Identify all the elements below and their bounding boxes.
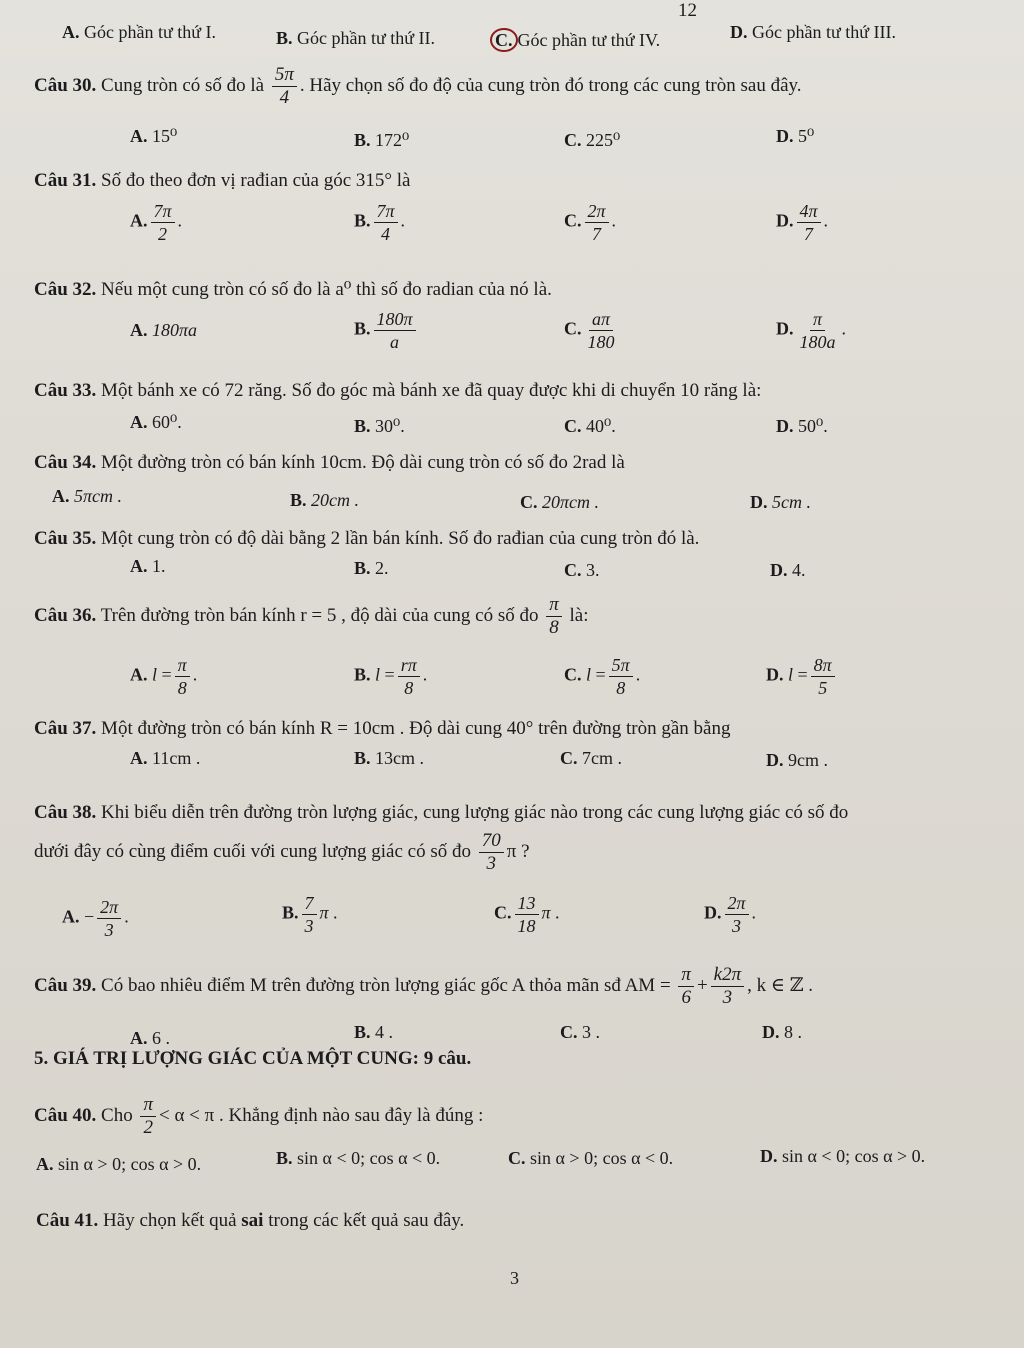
question-39: Câu 39. Có bao nhiêu điểm M trên đường tròn lượng giác gốc A thỏa mãn sđ AM = $\frac{\pi}{6}$ + $\frac{k2\pi}{3}$ , k ∈ ℤ . bbox=[34, 964, 814, 1008]
q30-option-a: A. 15⁰ bbox=[130, 126, 178, 146]
q40-option-d: D. sin α < 0; cos α > 0. bbox=[760, 1146, 926, 1166]
q33-option-c: C. 40⁰. bbox=[564, 416, 616, 436]
question-40: Câu 40. Cho $\frac{\pi}{2}$ < α < π . Khẳng định nào sau đây là đúng : bbox=[34, 1094, 484, 1138]
q33-option-b: B. 30⁰. bbox=[354, 416, 405, 436]
q40-option-a: A. sin α > 0; cos α > 0. bbox=[36, 1154, 202, 1174]
q31-option-d: D. $\frac{4\pi}{7}$ . bbox=[776, 201, 829, 244]
q35-option-b: B. 2. bbox=[354, 558, 389, 578]
q29-option-d: D. Góc phần tư thứ III. bbox=[730, 22, 896, 42]
question-33: Câu 33. Một bánh xe có 72 răng. Số đo góc mà bánh xe đã quay được khi di chuyển 10 răng là: bbox=[34, 380, 762, 401]
q37-option-c: C. 7cm . bbox=[560, 748, 622, 768]
q39-option-c: C. 3 . bbox=[560, 1022, 600, 1042]
q38-option-b: B. $\frac{7}{3}$ π . bbox=[282, 893, 338, 936]
page-top-number: 12 bbox=[678, 0, 697, 21]
q31-option-a: A. $\frac{7\pi}{2}$ . bbox=[130, 201, 183, 244]
q34-option-c: C. 20πcm . bbox=[520, 492, 600, 512]
q38-option-c: C. $\frac{13}{18}$ π . bbox=[494, 893, 560, 936]
q39-option-d: D. 8 . bbox=[762, 1022, 802, 1042]
q33-option-a: A. 60⁰. bbox=[130, 412, 182, 432]
q35-option-c: C. 3. bbox=[564, 560, 600, 580]
q37-option-a: A. 11cm . bbox=[130, 748, 201, 768]
q30-option-b: B. 172⁰ bbox=[354, 130, 410, 150]
q29-option-c: C. Góc phần tư thứ IV. bbox=[490, 28, 660, 52]
q36-option-c: C. l = $\frac{5\pi}{8}$ . bbox=[564, 655, 641, 698]
question-37: Câu 37. Một đường tròn có bán kính R = 10cm . Độ dài cung 40° trên đường tròn gần bằng bbox=[34, 718, 731, 739]
q37-option-b: B. 13cm . bbox=[354, 748, 425, 768]
q29-option-a: A. Góc phần tư thứ I. bbox=[62, 22, 216, 42]
q40-option-b: B. sin α < 0; cos α < 0. bbox=[276, 1148, 441, 1168]
q32-option-b: B. $\frac{180\pi}{a}$ bbox=[354, 308, 419, 353]
q31-option-c: C. $\frac{2\pi}{7}$ . bbox=[564, 201, 617, 244]
q32-option-a: A. 180πa bbox=[130, 320, 198, 340]
q34-option-b: B. 20cm . bbox=[290, 490, 360, 510]
q36-option-a: A. l = $\frac{\pi}{8}$ . bbox=[130, 655, 198, 698]
question-38: Câu 38. Khi biểu diễn trên đường tròn lượng giác, cung lượng giác nào trong các cung lượng giác có số đo bbox=[34, 802, 849, 823]
q36-option-d: D. l = $\frac{8\pi}{5}$ bbox=[766, 654, 838, 699]
q34-option-d: D. 5cm . bbox=[750, 492, 811, 512]
question-36: Câu 36. Trên đường tròn bán kính r = 5 , độ dài của cung có số đo $\frac{\pi}{8}$ là: bbox=[34, 594, 589, 638]
q32-option-c: C. $\frac{a\pi}{180}$ bbox=[564, 309, 615, 352]
q34-option-a: A. 5πcm . bbox=[52, 486, 123, 506]
q36-option-b: B. l = $\frac{r\pi}{8}$ . bbox=[354, 655, 428, 698]
question-41: Câu 41. Hãy chọn kết quả sai trong các kết quả sau đây. bbox=[36, 1210, 465, 1231]
answer-circle-mark: C. bbox=[490, 28, 518, 52]
question-32: Câu 32. Nếu một cung tròn có số đo là a⁰ thì số đo radian của nó là. bbox=[34, 279, 552, 300]
q32-option-d: D. $\frac{\pi}{180a}$ . bbox=[776, 309, 846, 352]
q35-option-a: A. 1. bbox=[130, 556, 166, 576]
q33-option-d: D. 50⁰. bbox=[776, 416, 828, 436]
q39-option-b: B. 4 . bbox=[354, 1022, 394, 1042]
question-30: Câu 30. Cung tròn có số đo là $\frac{5\pi}{4}$ . Hãy chọn số đo độ của cung tròn đó trong các cung tròn sau đây. bbox=[34, 64, 802, 108]
q38-option-a: A. − $\frac{2\pi}{3}$ . bbox=[62, 897, 129, 940]
q40-option-c: C. sin α > 0; cos α < 0. bbox=[508, 1148, 674, 1168]
question-35: Câu 35. Một cung tròn có độ dài bằng 2 lần bán kính. Số đo rađian của cung tròn đó là. bbox=[34, 528, 700, 549]
q35-option-d: D. 4. bbox=[770, 560, 806, 580]
question-38-line2: dưới đây có cùng điểm cuối với cung lượng giác có số đo $\frac{70}{3}$ π ? bbox=[34, 830, 530, 874]
q30-option-c: C. 225⁰ bbox=[564, 130, 621, 150]
q37-option-d: D. 9cm . bbox=[766, 750, 828, 770]
question-31: Câu 31. Số đo theo đơn vị rađian của góc 315° là bbox=[34, 170, 411, 191]
q39-option-a: A. 6 . bbox=[130, 1028, 170, 1048]
section-heading: 5. GIÁ TRỊ LƯỢNG GIÁC CỦA MỘT CUNG: 9 câu. bbox=[34, 1048, 472, 1069]
page-number: 3 bbox=[510, 1268, 519, 1288]
q38-option-d: D. $\frac{2\pi}{3}$ . bbox=[704, 893, 757, 936]
q31-option-b: B. $\frac{7\pi}{4}$ . bbox=[354, 201, 406, 244]
q29-option-b: B. Góc phần tư thứ II. bbox=[276, 28, 435, 48]
question-34: Câu 34. Một đường tròn có bán kính 10cm. Độ dài cung tròn có số đo 2rad là bbox=[34, 452, 625, 473]
q30-option-d: D. 5⁰ bbox=[776, 126, 815, 146]
